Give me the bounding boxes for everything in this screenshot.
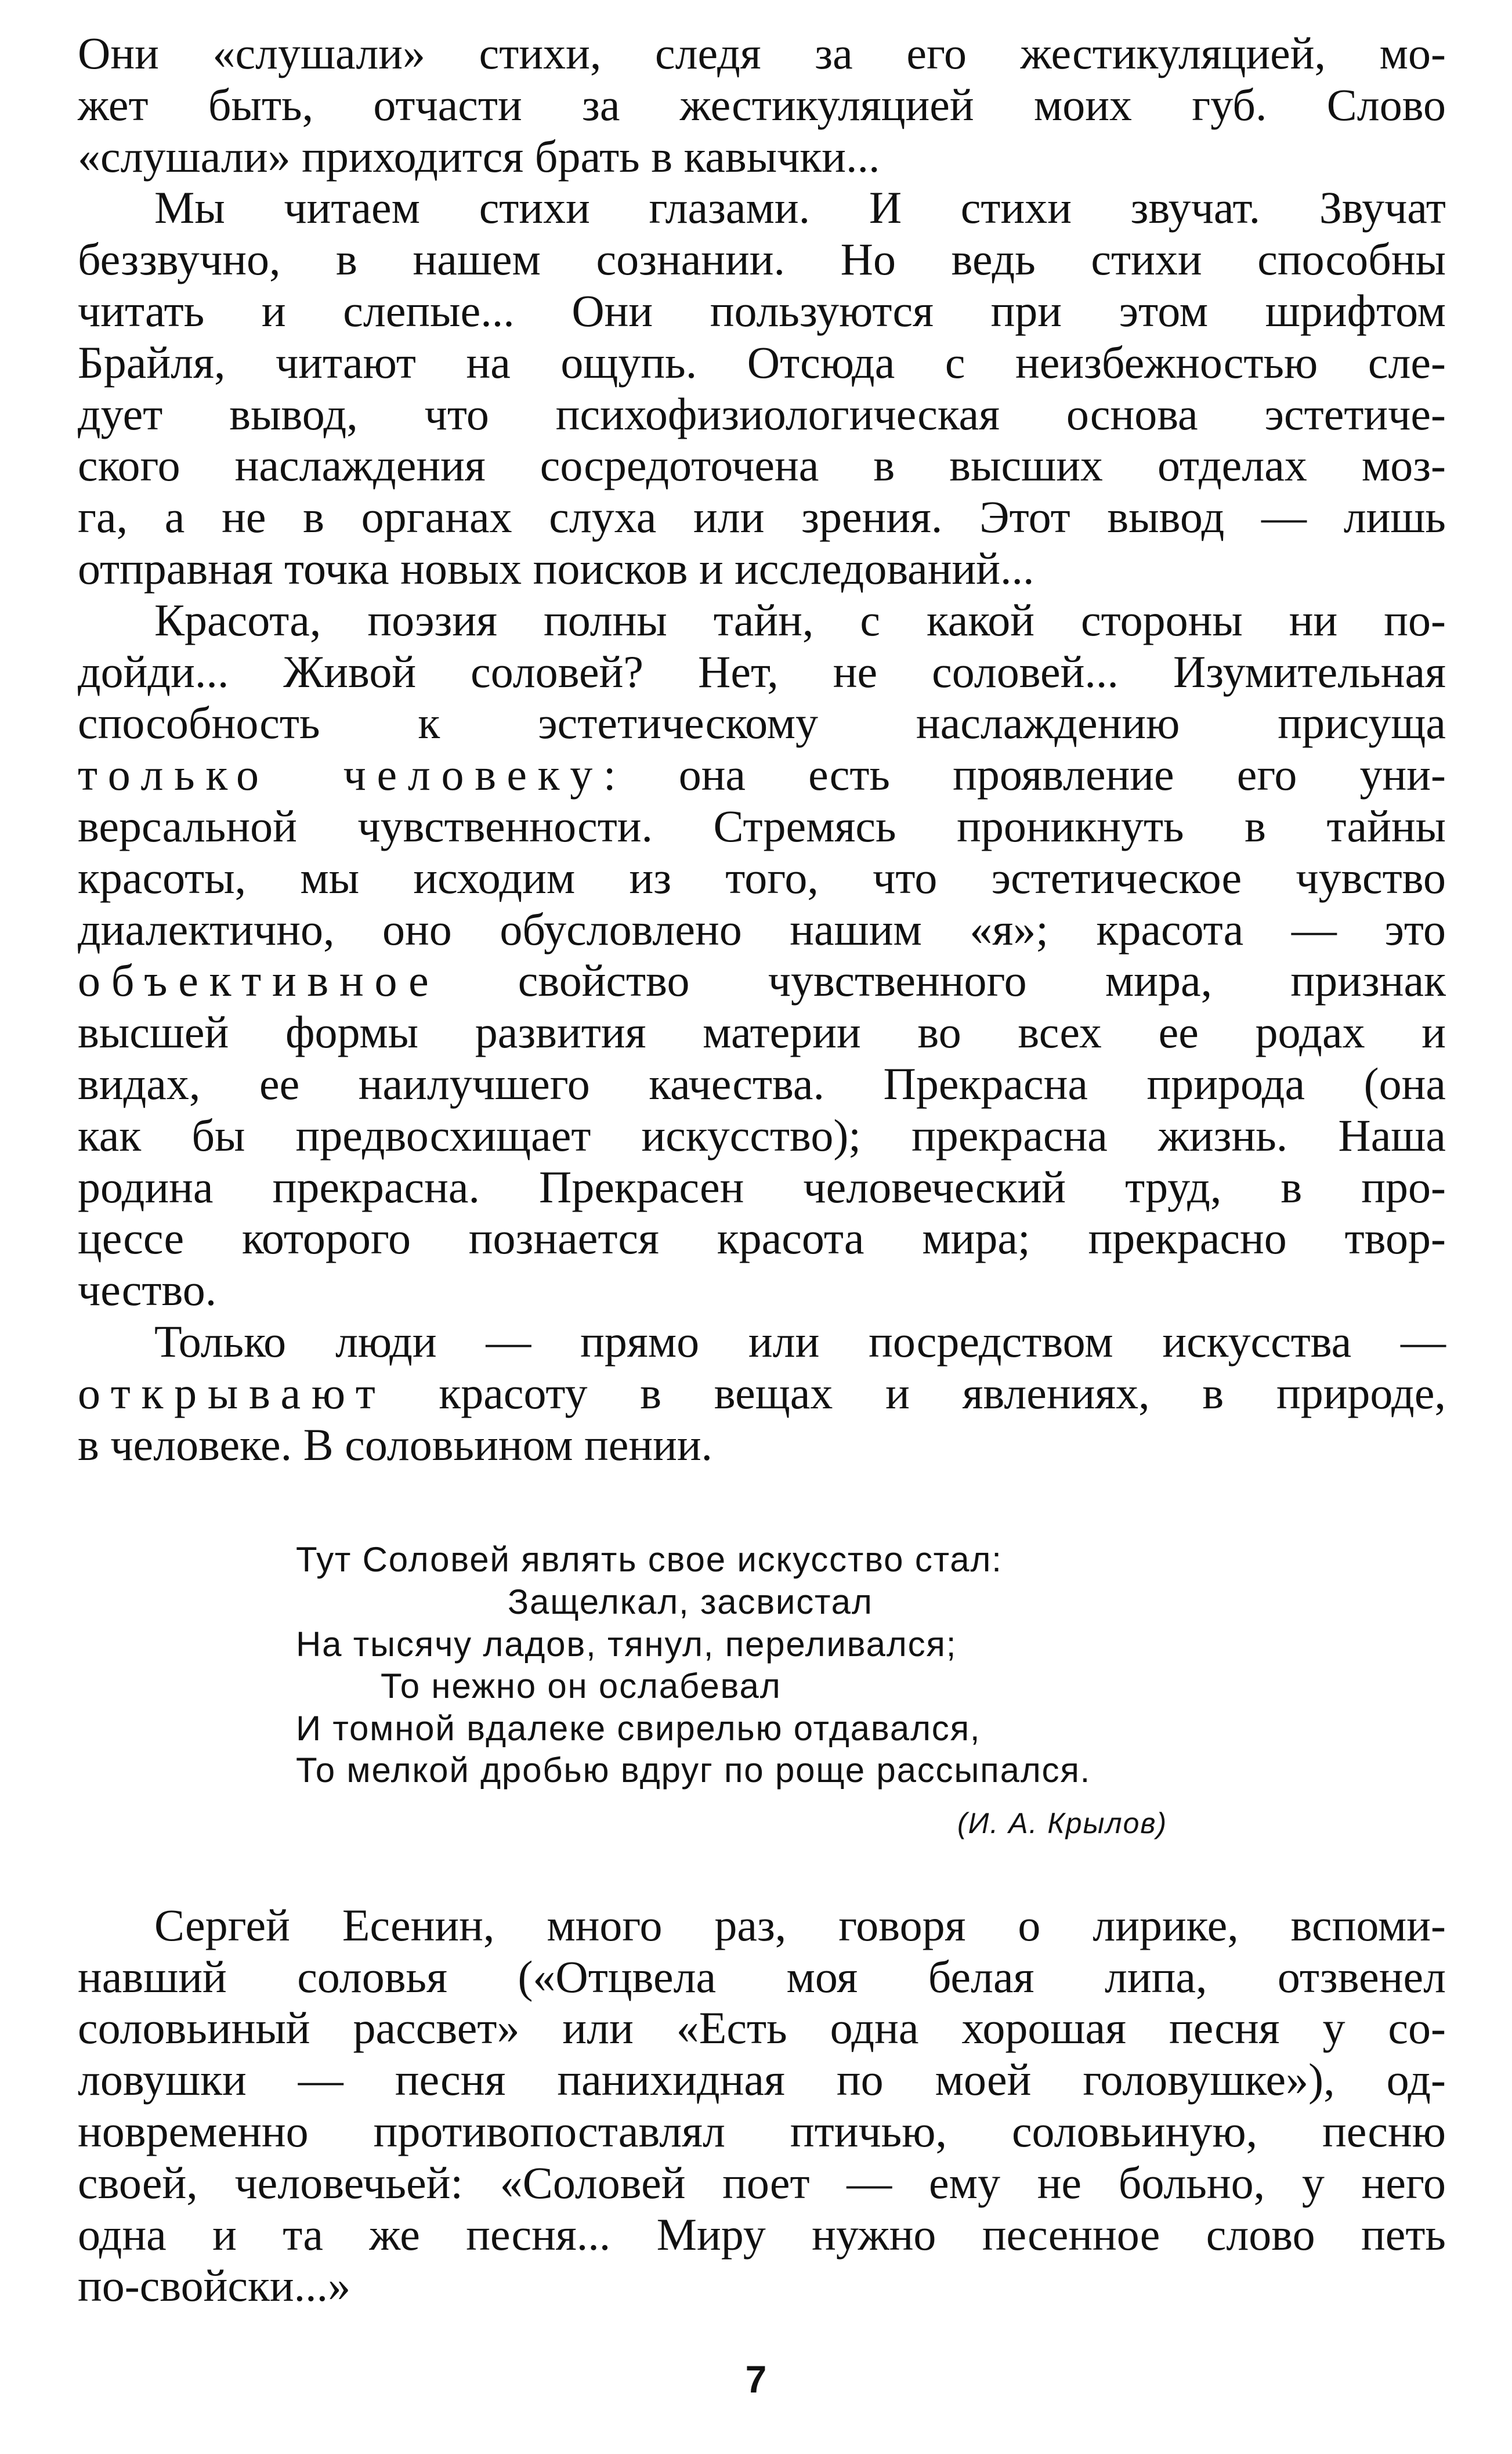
text-line: версальной чувственности. Стремясь проникнуть в тайны xyxy=(78,800,1446,851)
verse-line: То нежно он ослабевал xyxy=(381,1667,782,1706)
verse-line: Защелкал, засвистал xyxy=(508,1582,873,1621)
paragraph xyxy=(78,595,1446,1316)
spaced-emphasis: открывают xyxy=(78,1367,386,1418)
text-line: чество. xyxy=(78,1264,217,1315)
text-line: своей, человечьей: «Соловей поет — ему не больно, у него xyxy=(78,2157,1446,2208)
text-line: дует вывод, что психофизиологическая основа эстетиче- xyxy=(78,388,1446,439)
text-line: диалектично, оно обусловлено нашим «я»; красота — это xyxy=(78,903,1446,955)
verse-quote xyxy=(296,1539,1446,1841)
text-line: Мы читаем стихи глазами. И стихи звучат. Звучат xyxy=(154,182,1446,233)
text-line: «слушали» приходится брать в кавычки... xyxy=(78,131,880,182)
text-line: как бы предвосхищает искусство); прекрасна жизнь. Наша xyxy=(78,1109,1446,1161)
text-line: беззвучно, в нашем сознании. Но ведь стихи способны xyxy=(78,234,1446,285)
paragraph xyxy=(78,1316,1446,1470)
spacer xyxy=(78,1841,1446,1900)
paragraph xyxy=(78,182,1446,594)
text-line: высшей формы развития материи во всех ее родах и xyxy=(78,1007,1446,1058)
text-run: красоту в вещах и явлениях, в природе, xyxy=(386,1367,1446,1418)
page-text xyxy=(78,28,1446,2312)
text-line: видах, ее наилучшего качества. Прекрасна природа (она xyxy=(78,1058,1446,1109)
text-line: по-свойски...» xyxy=(78,2260,351,2311)
spaced-emphasis: объективное xyxy=(78,955,440,1006)
verse-line: И томной вдалеке свирелью отдавался, xyxy=(296,1708,981,1748)
text-line: Только люди — прямо или посредством искусства — xyxy=(154,1315,1446,1367)
text-line: дойди... Живой соловей? Нет, не соловей... Изумительная xyxy=(78,646,1446,697)
text-line: читать и слепые... Они пользуются при этом шрифтом xyxy=(78,285,1446,336)
text-line: ского наслаждения сосредоточена в высших отделах моз- xyxy=(78,440,1446,491)
text-line xyxy=(78,955,1446,1007)
page-number: 7 xyxy=(745,2358,767,2401)
verse-line: На тысячу ладов, тянул, переливался; xyxy=(296,1624,957,1664)
paragraph xyxy=(78,1900,1446,2312)
text-line: способность к эстетическому наслаждению присуща xyxy=(78,697,1446,749)
text-line: новременно противопоставлял птичью, соловьиную, песню xyxy=(78,2106,1446,2157)
text-run: : она есть проявление его уни- xyxy=(603,749,1446,800)
verse-line: То мелкой дробью вдруг по роще рассыпался. xyxy=(296,1751,1091,1790)
text-line: цессе которого познается красота мира; прекрасно твор- xyxy=(78,1213,1446,1264)
text-line: ловушки — песня панихидная по моей головушке»), од- xyxy=(78,2054,1446,2105)
verse-line: Тут Соловей являть свое искусство стал: xyxy=(296,1540,1003,1580)
text-line: соловьиный рассвет» или «Есть одна хорошая песня у со- xyxy=(78,2003,1446,2054)
text-line: в человеке. В соловьином пении. xyxy=(78,1419,713,1470)
text-line: га, а не в органах слуха или зрения. Этот вывод — лишь xyxy=(78,491,1446,543)
text-line xyxy=(78,749,1446,801)
text-line: Они «слушали» стихи, следя за его жестикуляцией, мо- xyxy=(78,28,1446,78)
text-line: красоты, мы исходим из того, что эстетическое чувство xyxy=(78,852,1446,903)
verse-attribution: (И. А. Крылов) xyxy=(957,1806,1168,1839)
text-run: свойство чувственного мира, признак xyxy=(439,955,1446,1006)
text-line: отправная точка новых поисков и исследований... xyxy=(78,543,1034,594)
text-line: Красота, поэзия полны тайн, с какой стороны ни по- xyxy=(154,594,1446,645)
text-line: навший соловья («Отцвела моя белая липа, отзвенел xyxy=(78,1951,1446,2002)
paragraph xyxy=(78,28,1446,182)
spaced-emphasis: только человеку xyxy=(78,749,603,800)
text-line xyxy=(78,1368,1446,1419)
text-line: Сергей Есенин, много раз, говоря о лирике, вспоми- xyxy=(154,1899,1446,1950)
text-line: одна и та же песня... Миру нужно песенное слово петь xyxy=(78,2209,1446,2260)
text-line: Брайля, читают на ощупь. Отсюда с неизбежностью сле- xyxy=(78,337,1446,388)
text-line: родина прекрасна. Прекрасен человеческий труд, в про- xyxy=(78,1161,1446,1212)
spacer xyxy=(78,1470,1446,1539)
text-line: жет быть, отчасти за жестикуляцией моих губ. Слово xyxy=(78,79,1446,130)
